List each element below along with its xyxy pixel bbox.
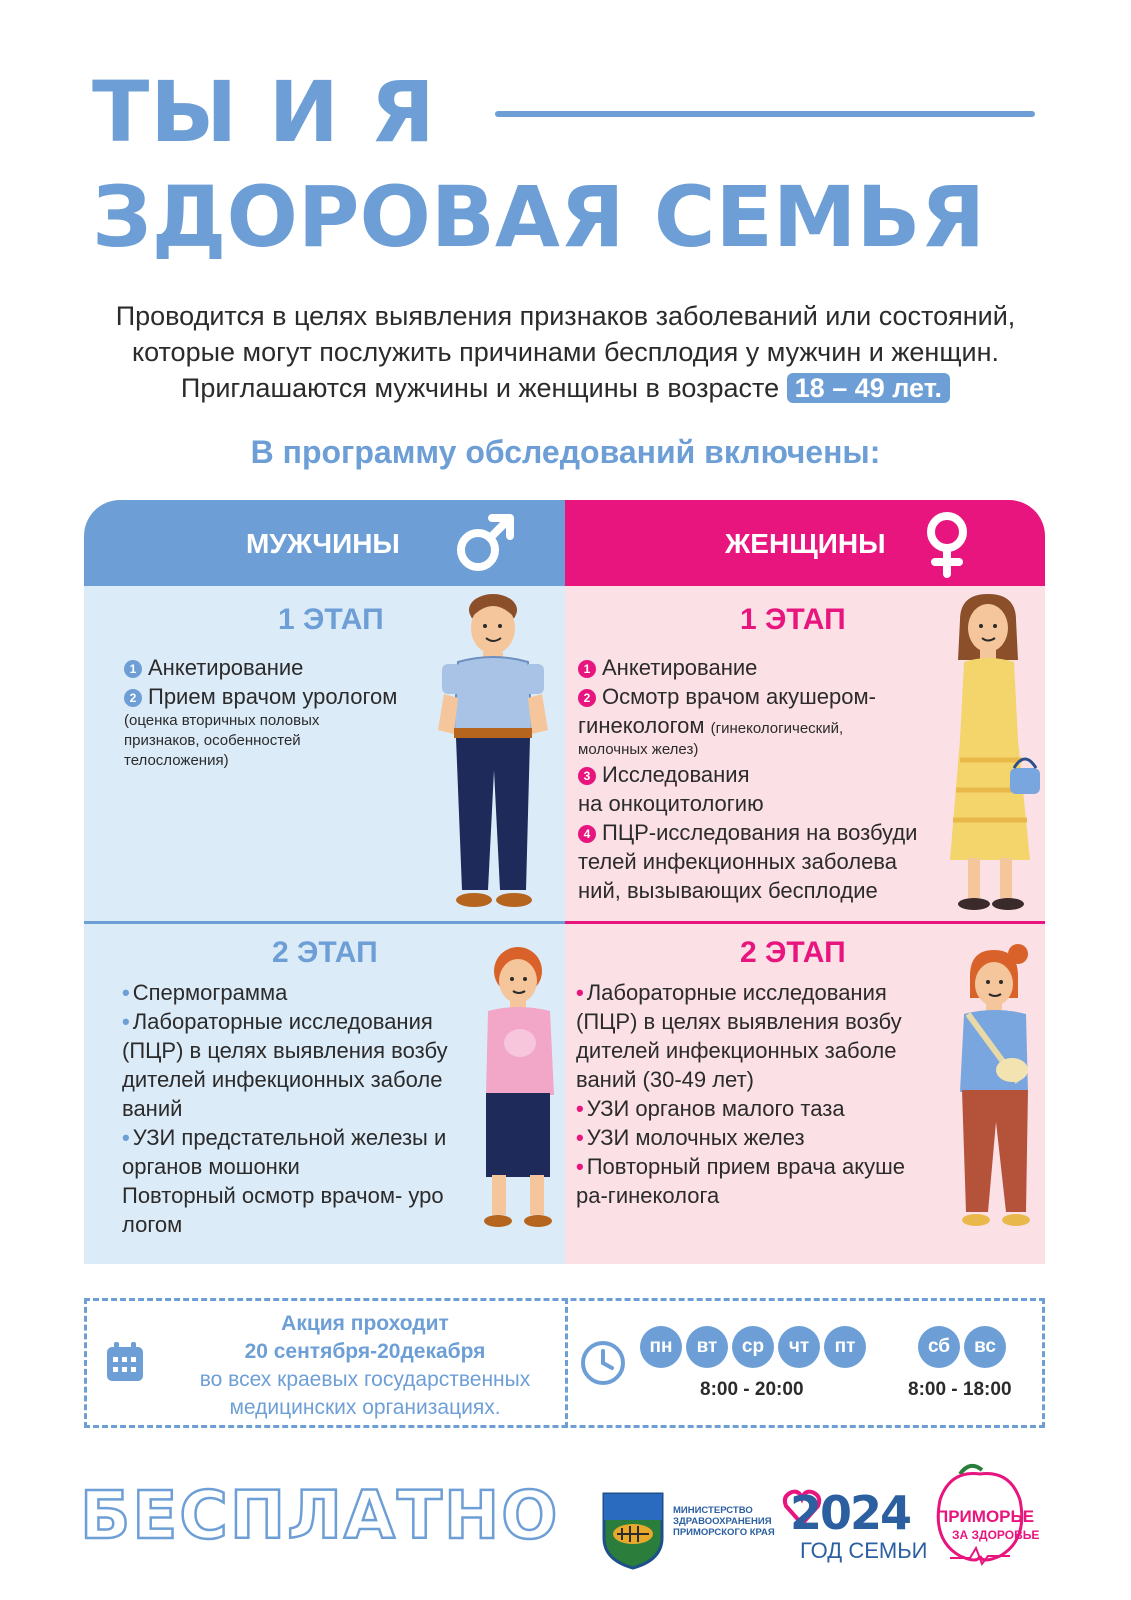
list-item (122, 978, 472, 1007)
primorye-subtitle: ЗА ЗДОРОВЬЕ (952, 1528, 1040, 1542)
promo-location-2: медицинских организациях. (229, 1396, 501, 1419)
list-item-cont: телей инфекционных заболева (578, 849, 897, 874)
list-item-text: УЗИ предстательной железы и (132, 1125, 447, 1150)
tiger-coat-of-arms-icon (600, 1490, 666, 1570)
list-item-text: Повторный прием врача акуше (586, 1154, 906, 1179)
step-number: 1 (578, 660, 596, 678)
age-badge: 18 – 49 лет. (787, 373, 950, 403)
intro-text (40, 298, 1091, 406)
step-number: 3 (578, 767, 596, 785)
list-item (124, 653, 424, 682)
list-item-text: Спермограмма (132, 980, 288, 1005)
list-item-cont: органов мошонки (122, 1154, 300, 1179)
list-item-cont: дителей инфекционных заболе (576, 1038, 897, 1063)
program-title: В программу обследований включены: (250, 434, 881, 470)
list-item (578, 818, 938, 847)
men-row-divider (84, 921, 565, 924)
list-item-text: Лабораторные исследования (586, 980, 887, 1005)
list-item-text: Прием врачом урологом (148, 684, 398, 709)
day-wed: ср (732, 1326, 774, 1368)
step-number: 1 (124, 660, 142, 678)
step-number: 2 (578, 689, 596, 707)
list-item-text: гинекологом (578, 713, 705, 738)
ministry-line-2: ЗДРАВООХРАНЕНИЯ (673, 1516, 772, 1527)
free-label: БЕСПЛАТНО (80, 1477, 560, 1554)
list-item (578, 760, 938, 789)
promo-dates: 20 сентября-20декабря (244, 1340, 486, 1363)
calendar-icon (104, 1340, 146, 1384)
list-item-text: Осмотр врачом акушером- (602, 684, 876, 709)
day-mon: пн (640, 1326, 682, 1368)
list-item-text: УЗИ органов малого таза (586, 1096, 845, 1121)
girl-illustration (946, 942, 1042, 1237)
list-item (578, 653, 938, 682)
year-subtitle: ГОД СЕМЬИ (800, 1538, 928, 1563)
list-note: признаков, особенностей (124, 732, 301, 749)
list-item (122, 1007, 472, 1036)
day-sun: вс (964, 1326, 1006, 1368)
list-item-cont: (ПЦР) в целях выявления возбу (576, 1009, 902, 1034)
day-sat: сб (918, 1326, 960, 1368)
list-item-text: Анкетирование (148, 655, 304, 680)
list-item-cont: дителей инфекционных заболе (122, 1067, 443, 1092)
clock-icon (580, 1340, 626, 1386)
list-item-text: Лабораторные исследования (132, 1009, 433, 1034)
women-stage2-title: 2 ЭТАП (740, 936, 846, 969)
day-fri: пт (824, 1326, 866, 1368)
list-item-text: УЗИ молочных желез (586, 1125, 805, 1150)
list-item-cont: логом (122, 1212, 183, 1237)
promo-location-1: во всех краевых государственных (199, 1368, 531, 1391)
woman-illustration (938, 590, 1043, 915)
list-item-text: Анкетирование (602, 655, 758, 680)
day-thu: чт (778, 1326, 820, 1368)
bullet: • (576, 980, 584, 1005)
list-item-text: ПЦР-исследования на возбуди (602, 820, 918, 845)
ministry-line-1: МИНИСТЕРСТВО (673, 1505, 753, 1516)
list-item-cont: ра-гинеколога (576, 1183, 720, 1208)
list-note: молочных желез) (578, 741, 699, 758)
list-item (576, 1123, 936, 1152)
list-item (124, 682, 424, 711)
bullet: • (122, 980, 130, 1005)
schedule-divider (565, 1298, 568, 1428)
list-item-cont: (ПЦР) в целях выявления возбу (122, 1038, 448, 1063)
women-stage2-list (576, 978, 936, 1210)
promo-title: Акция проходит (281, 1312, 449, 1335)
men-stage2-title: 2 ЭТАП (272, 936, 378, 969)
step-number: 4 (578, 825, 596, 843)
boy-illustration (478, 945, 562, 1235)
list-note: (оценка вторичных половых (124, 712, 320, 729)
intro-line-3 (40, 370, 1091, 406)
ministry-label (673, 1505, 775, 1538)
weekend-hours: 8:00 - 18:00 (908, 1379, 1012, 1400)
weekday-hours: 8:00 - 20:00 (700, 1379, 804, 1400)
title-decor-line (495, 111, 1035, 117)
men-header (84, 500, 565, 586)
bullet: • (122, 1009, 130, 1034)
day-tue: вт (686, 1326, 728, 1368)
man-illustration (428, 590, 558, 920)
title-line-1: ТЫ И Я (92, 63, 436, 161)
men-stage1-list (124, 653, 424, 771)
title-line-2: ЗДОРОВАЯ СЕМЬЯ (92, 168, 986, 266)
list-item-cont: ваний (122, 1096, 183, 1121)
list-item-cont (578, 711, 938, 740)
list-note: телосложения) (124, 752, 229, 769)
men-header-label: МУЖЧИНЫ (246, 528, 400, 559)
intro-line-1: Проводится в целях выявления признаков заболеваний или состояний, (115, 301, 1016, 331)
women-row-divider (565, 921, 1045, 924)
primorye-title: ПРИМОРЬЕ (936, 1507, 1035, 1526)
list-item (576, 1094, 936, 1123)
women-header-label: ЖЕНЩИНЫ (725, 528, 886, 559)
bullet: • (576, 1125, 584, 1150)
male-symbol-icon (450, 508, 520, 578)
intro-line-3-text: Приглашаются мужчины и женщины в возрасте (180, 373, 780, 403)
list-item-text: Исследования (602, 762, 750, 787)
list-item (578, 682, 938, 711)
list-item (576, 978, 936, 1007)
ministry-line-3: ПРИМОРСКОГО КРАЯ (673, 1527, 775, 1538)
list-item (122, 1123, 472, 1152)
bullet: • (576, 1154, 584, 1179)
list-item-cont: Повторный осмотр врачом- уро (122, 1183, 444, 1208)
step-number: 2 (124, 689, 142, 707)
women-stage1-list (578, 653, 938, 905)
list-item-cont: ваний (30-49 лет) (576, 1067, 754, 1092)
female-symbol-icon (917, 508, 977, 580)
men-stage1-title: 1 ЭТАП (278, 603, 384, 636)
women-stage1-title: 1 ЭТАП (740, 603, 846, 636)
bullet: • (576, 1096, 584, 1121)
list-item-note: (гинекологический, (710, 720, 844, 737)
list-item-cont: на онкоцитологию (578, 791, 764, 816)
promo-text (170, 1310, 560, 1422)
list-item-cont: ний, вызывающих бесплодие (578, 878, 878, 903)
women-header (565, 500, 1045, 586)
list-item (576, 1152, 936, 1181)
year-logo: 2024 (790, 1486, 911, 1540)
men-stage2-list (122, 978, 472, 1239)
bullet: • (122, 1125, 130, 1150)
intro-line-2: которые могут послужить причинами бесплодия у мужчин и женщин. (131, 337, 1000, 367)
